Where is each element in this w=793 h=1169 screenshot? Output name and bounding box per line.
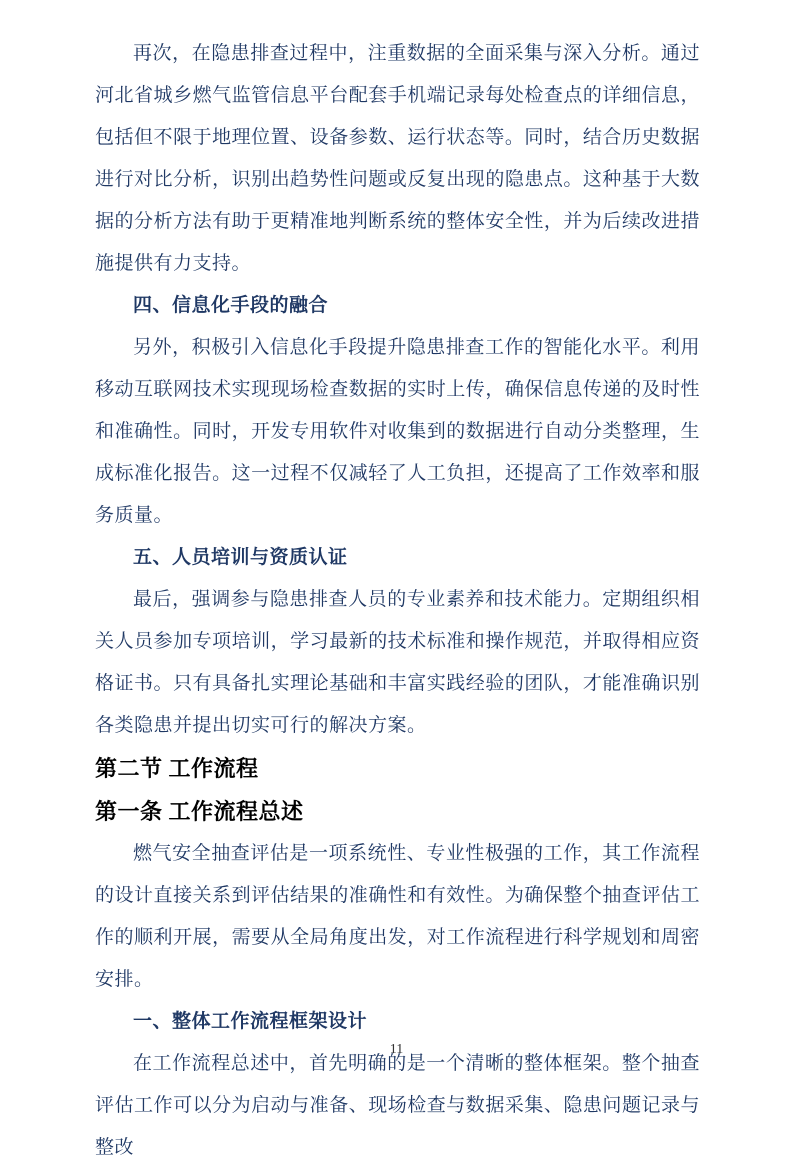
- subheading-overall-framework: 一、整体工作流程框架设计: [133, 1011, 368, 1032]
- section-heading-workflow: 第二节 工作流程: [95, 756, 259, 781]
- subheading-information-technology: 四、信息化手段的融合: [133, 295, 329, 316]
- page-number: 11: [389, 1042, 404, 1057]
- paragraph-personnel-training: 最后，强调参与隐患排查人员的专业素养和技术能力。定期组织相关人员参加专项培训，学习最新的技术标准和操作规范，并取得相应资格证书。只有具备扎实理论基础和丰富实践经验的团队，才能准确识别各类隐患并提出切实可行的解决方案。: [95, 589, 700, 736]
- paragraph-information-technology: 另外，积极引入信息化手段提升隐患排查工作的智能化水平。利用移动互联网技术实现现场检查数据的实时上传，确保信息传递的及时性和准确性。同时，开发专用软件对收集到的数据进行自动分类整理，生成标准化报告。这一过程不仅减轻了人工负担，还提高了工作效率和服务质量。: [95, 337, 700, 526]
- paragraph-workflow-overview: 燃气安全抽查评估是一项系统性、专业性极强的工作，其工作流程的设计直接关系到评估结果的准确性和有效性。为确保整个抽查评估工作的顺利开展，需要从全局角度出发，对工作流程进行科学规划和周密安排。: [95, 843, 700, 990]
- paragraph-data-analysis: 再次，在隐患排查过程中，注重数据的全面采集与深入分析。通过河北省城乡燃气监管信息平台配套手机端记录每处检查点的详细信息，包括但不限于地理位置、设备参数、运行状态等。同时，结合历史数据进行对比分析，识别出趋势性问题或反复出现的隐患点。这种基于大数据的分析方法有助于更精准地判断系统的整体安全性，并为后续改进措施提供有力支持。: [95, 43, 700, 274]
- article-heading-workflow-overview: 第一条 工作流程总述: [95, 799, 304, 824]
- subheading-personnel-training: 五、人员培训与资质认证: [133, 547, 348, 568]
- paragraph-overall-framework: 在工作流程总述中，首先明确的是一个清晰的整体框架。整个抽查评估工作可以分为启动与准备、现场检查与数据采集、隐患问题记录与整改: [95, 1053, 700, 1158]
